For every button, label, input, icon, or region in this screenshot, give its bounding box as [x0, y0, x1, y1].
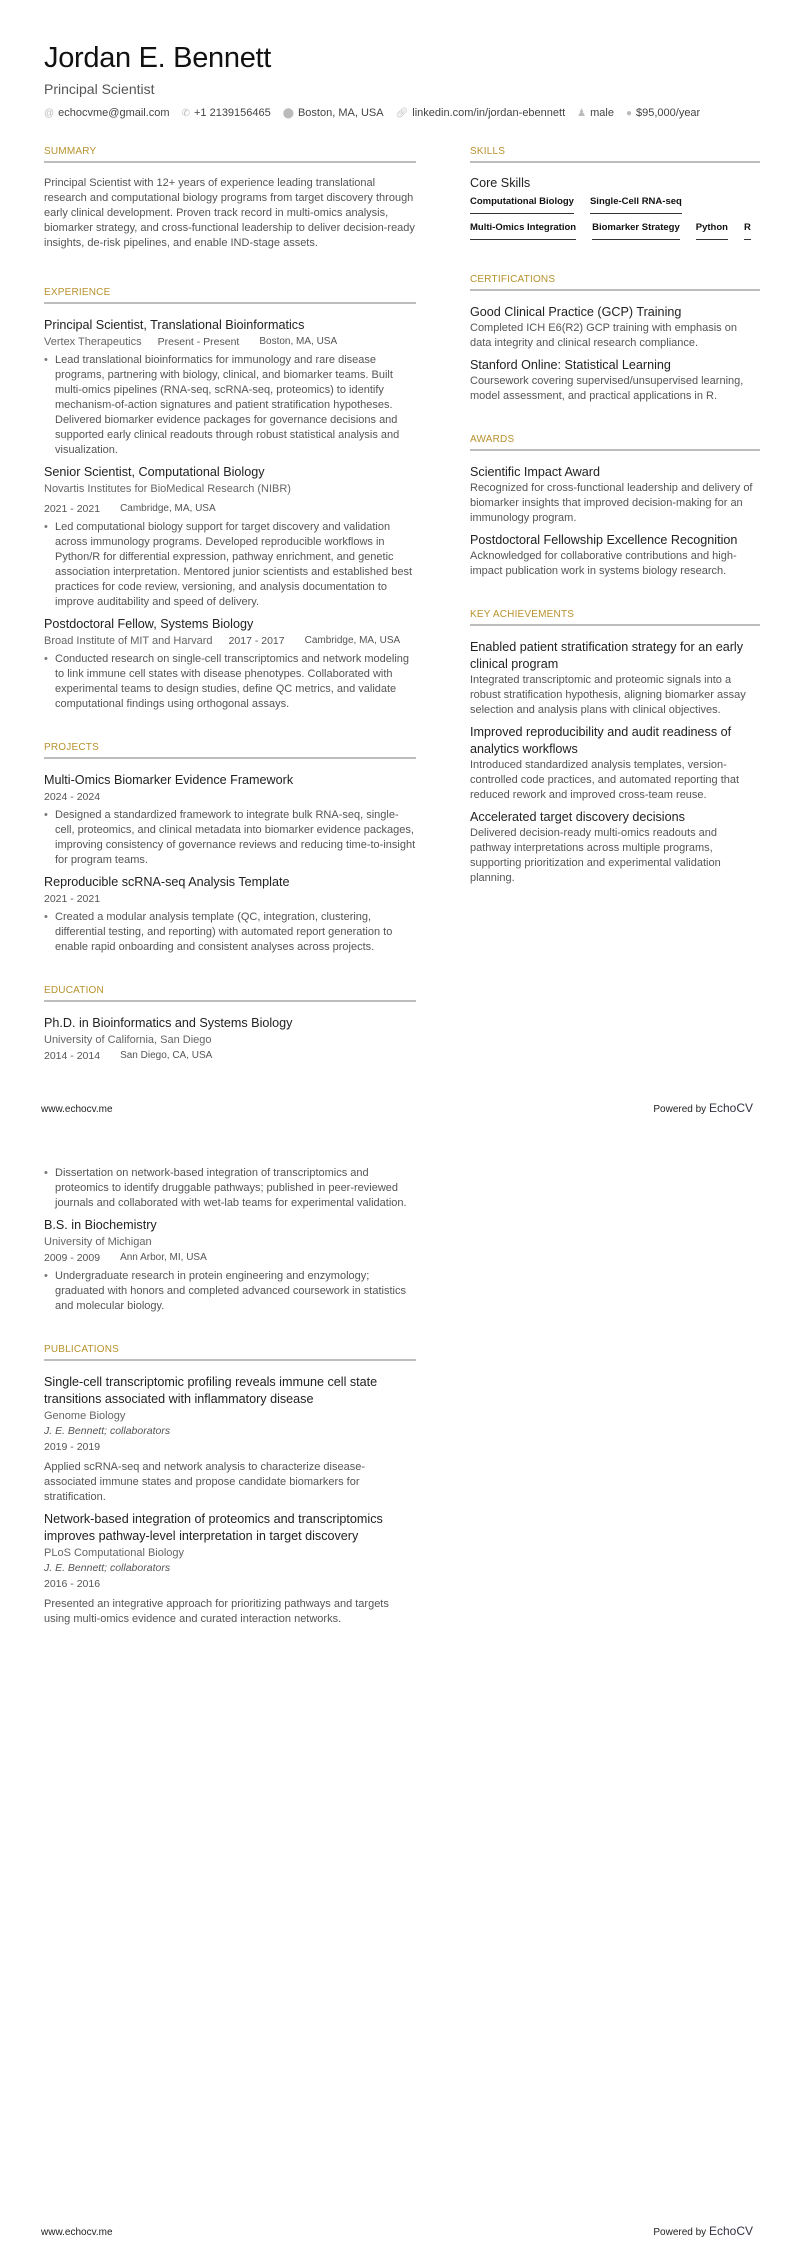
- certification-item: [470, 304, 760, 351]
- awards-section: [470, 434, 760, 579]
- company: Broad Institute of MIT and Harvard: [44, 635, 213, 647]
- section-title: PROJECTS: [44, 742, 416, 759]
- left-column: [44, 1163, 416, 1653]
- experience-item: [44, 317, 416, 458]
- company: Vertex Therapeutics: [44, 336, 142, 348]
- powered-by-label: Powered by: [653, 2227, 707, 2238]
- brand-logo: EchoCV: [708, 2224, 753, 2238]
- summary-text: Principal Scientist with 12+ years of experience leading translational research and computational biology programs from target discovery through early clinical development. Proven track record in multi-omics analysis, biomarker strategy, and cross-functional leadership to deliver decision-ready insights, de-risk pipelines, and enable IND-stage assets.: [44, 177, 415, 249]
- skill-chip: Multi-Omics Integration: [470, 222, 576, 240]
- education-item: [44, 1217, 416, 1314]
- degree: Ph.D. in Bioinformatics and Systems Biology: [44, 1016, 293, 1030]
- skill-chip: R: [744, 222, 751, 240]
- skill-group-title: Core Skills: [470, 176, 531, 190]
- achievement-item: [470, 809, 760, 886]
- salary-icon: ●: [625, 108, 632, 119]
- bullet: • Led computational biology support for target discovery and validation across immunology programs. Developed reproducible workflows in Python/R for differential expression, pathway enrichment, and genetic association interpretation. Mentored junior scientists and established best practices for code review, versioning, and analysis documentation to improve auditability and speed of delivery.: [44, 520, 416, 610]
- projects-section: [44, 742, 416, 955]
- section-title: PUBLICATIONS: [44, 1344, 416, 1361]
- page-footer: [41, 1101, 753, 1115]
- achievements-section: [470, 609, 760, 886]
- contact-salary: [626, 107, 700, 119]
- bullet: • Undergraduate research in protein engineering and enzymology; graduated with honors and completed advanced coursework in statistics and molecular biology.: [44, 1269, 416, 1314]
- achievement-desc: Introduced standardized analysis templates, version-controlled code practices, and automated reporting that reduced rework and improved cross-team reuse.: [470, 759, 740, 801]
- bullet: • Designed a standardized framework to integrate bulk RNA-seq, single-cell, proteomics, and clinical metadata into biomarker evidence packages, improving consistency of governance reviews and reducing time-to-insight for program teams.: [44, 808, 416, 868]
- authors: J. E. Bennett; collaborators: [44, 1425, 171, 1437]
- award-name: Scientific Impact Award: [470, 465, 600, 479]
- dates: 2009 - 2009: [44, 1252, 101, 1264]
- dates: 2016 - 2016: [44, 1578, 101, 1590]
- cert-name: Stanford Online: Statistical Learning: [470, 358, 671, 372]
- award-item: [470, 464, 760, 526]
- candidate-title: Principal Scientist: [44, 81, 155, 97]
- dates: 2021 - 2021: [44, 893, 101, 905]
- achievement-desc: Integrated transcriptomic and proteomic signals into a robust stratification hypothesis, aligning biomarker assay selection and analysis plans with clinical objectives.: [470, 674, 746, 716]
- location-icon: ⬤: [282, 108, 294, 119]
- bullet: • Lead translational bioinformatics for immunology and rare disease programs, partnering with biology, clinical, and biomarker teams. Built multi-omics pipelines (RNA-seq, scRNA-seq, proteomics) to identify mechanism-of-action signatures and patient stratification hypotheses. Delivered biomarker evidence packages for governance decisions and supported early clinical readouts through robust statistical analysis and visualization.: [44, 353, 416, 458]
- achievement-item: [470, 639, 760, 718]
- bullet: • Conducted research on single-cell transcriptomics and network modeling to link immune cell states with disease phenotypes. Collaborated with experimental teams to design studies, define QC metrics, and validate computational findings using orthogonal assays.: [44, 652, 416, 712]
- location: Ann Arbor, MI, USA: [120, 1252, 207, 1263]
- publication-item: [44, 1374, 416, 1505]
- project-name: Reproducible scRNA-seq Analysis Template: [44, 875, 290, 889]
- section-title: CERTIFICATIONS: [470, 274, 760, 291]
- cert-desc: Completed ICH E6(R2) GCP training with emphasis on data integrity and clinical research compliance.: [470, 322, 737, 349]
- dates: 2024 - 2024: [44, 791, 101, 803]
- salary-text: $95,000/year: [636, 107, 701, 119]
- publication-title: Single-cell transcriptomic profiling reveals immune cell state transitions associated with inflammatory disease: [44, 1375, 378, 1406]
- authors: J. E. Bennett; collaborators: [44, 1562, 171, 1574]
- resume-page-2: [0, 1123, 794, 2246]
- job-role: Senior Scientist, Computational Biology: [44, 465, 265, 479]
- location-text: Boston, MA, USA: [297, 107, 384, 119]
- skill-chip: Biomarker Strategy: [592, 222, 680, 240]
- education-section-continued: [44, 1166, 416, 1314]
- dates: 2019 - 2019: [44, 1441, 101, 1453]
- contact-email[interactable]: [44, 107, 170, 119]
- journal: Genome Biology: [44, 1410, 126, 1422]
- experience-item: [44, 616, 416, 712]
- publication-desc: Applied scRNA-seq and network analysis to characterize disease-associated immune states and propose candidate biomarkers for stratification.: [44, 1461, 365, 1503]
- award-desc: Acknowledged for collaborative contributions and high-impact publication work in systems biology research.: [470, 550, 737, 577]
- project-item: [44, 874, 416, 955]
- company: Novartis Institutes for BioMedical Research (NIBR): [44, 483, 291, 495]
- location: Cambridge, MA, USA: [304, 635, 401, 646]
- education-item: [44, 1015, 416, 1064]
- powered-by-label: Powered by: [653, 1104, 707, 1115]
- publication-item: [44, 1511, 416, 1627]
- dates: 2017 - 2017: [228, 635, 285, 647]
- achievement-name: Enabled patient stratification strategy for an early clinical program: [470, 640, 744, 671]
- cert-name: Good Clinical Practice (GCP) Training: [470, 305, 682, 319]
- contact-linkedin[interactable]: [396, 107, 566, 119]
- powered-by[interactable]: [653, 1101, 753, 1115]
- degree: B.S. in Biochemistry: [44, 1218, 157, 1232]
- dates: 2014 - 2014: [44, 1050, 101, 1062]
- location: Boston, MA, USA: [259, 336, 338, 347]
- skill-chip: Computational Biology: [470, 196, 574, 214]
- page-footer: [41, 2224, 753, 2238]
- achievement-item: [470, 724, 760, 803]
- certifications-section: [470, 274, 760, 404]
- summary-section: [44, 146, 416, 251]
- location: San Diego, CA, USA: [120, 1050, 213, 1061]
- phone-icon: ✆: [181, 108, 190, 119]
- section-title: SKILLS: [470, 146, 760, 163]
- section-title: KEY ACHIEVEMENTS: [470, 609, 760, 626]
- award-item: [470, 532, 760, 579]
- skill-list: [470, 196, 760, 240]
- skill-chip: Python: [696, 222, 728, 240]
- section-title: EXPERIENCE: [44, 287, 416, 304]
- achievement-name: Accelerated target discovery decisions: [470, 810, 685, 824]
- brand-logo: EchoCV: [708, 1101, 753, 1115]
- dates: Present - Present: [157, 336, 240, 348]
- journal: PLoS Computational Biology: [44, 1547, 185, 1559]
- link-icon: 🔗︎: [395, 108, 409, 119]
- dates: 2021 - 2021: [44, 503, 101, 515]
- phone-text: +1 2139156465: [193, 107, 271, 119]
- publication-desc: Presented an integrative approach for prioritizing pathways and targets using multi-omics evidence and curated interaction networks.: [44, 1598, 389, 1625]
- email-text: echocvme@gmail.com: [58, 107, 170, 119]
- section-title: AWARDS: [470, 434, 760, 451]
- job-role: Principal Scientist, Translational Bioinformatics: [44, 318, 305, 332]
- right-column: [470, 146, 760, 912]
- contact-gender: [577, 107, 614, 119]
- publications-section: [44, 1344, 416, 1627]
- project-item: [44, 772, 416, 868]
- publication-title: Network-based integration of proteomics and transcriptomics improves pathway-level interpretation in target discovery: [44, 1512, 383, 1543]
- footer-site-link[interactable]: www.echocv.me: [41, 1104, 113, 1115]
- linkedin-text: linkedin.com/in/jordan-ebennett: [412, 107, 566, 119]
- bullet: • Dissertation on network-based integration of transcriptomics and proteomics to identify druggable pathways; published in peer-reviewed journals and collaborated with wet-lab teams for experimental validation.: [44, 1166, 416, 1211]
- footer-site-link[interactable]: www.echocv.me: [41, 2227, 113, 2238]
- job-role: Postdoctoral Fellow, Systems Biology: [44, 617, 254, 631]
- skill-chip: Single-Cell RNA-seq: [590, 196, 682, 214]
- powered-by[interactable]: [653, 2224, 753, 2238]
- section-title: SUMMARY: [44, 146, 416, 163]
- location: Cambridge, MA, USA: [120, 503, 216, 514]
- resume-header: [44, 42, 764, 119]
- experience-item: [44, 464, 416, 610]
- skills-section: [470, 146, 760, 240]
- experience-section: [44, 287, 416, 712]
- bullet: • Created a modular analysis template (QC, integration, clustering, differential testing, and reporting) with automated report generation to enable rapid onboarding and consistent analyses across projects.: [44, 910, 416, 955]
- school: University of California, San Diego: [44, 1034, 212, 1046]
- award-name: Postdoctoral Fellowship Excellence Recognition: [470, 533, 738, 547]
- gender-text: male: [590, 107, 614, 119]
- school: University of Michigan: [44, 1236, 152, 1248]
- left-column: [44, 146, 416, 1090]
- contact-phone[interactable]: [182, 107, 271, 119]
- user-icon: ♟: [577, 108, 587, 119]
- achievement-name: Improved reproducibility and audit readiness of analytics workflows: [470, 725, 732, 756]
- at-icon: @: [44, 108, 55, 119]
- contact-location: [283, 107, 384, 119]
- section-title: EDUCATION: [44, 985, 416, 1002]
- candidate-name: Jordan E. Bennett: [44, 42, 272, 74]
- award-desc: Recognized for cross-functional leadership and delivery of biomarker insights that improved decision-making for an immunology program.: [470, 482, 753, 524]
- contact-list: [44, 107, 764, 119]
- cert-desc: Coursework covering supervised/unsupervised learning, model assessment, and practical applications in R.: [470, 375, 744, 402]
- achievement-desc: Delivered decision-ready multi-omics readouts and pathway interpretations across multiple programs, supporting prioritization and experimental validation planning.: [470, 827, 721, 884]
- certification-item: [470, 357, 760, 404]
- education-section: [44, 985, 416, 1064]
- project-name: Multi-Omics Biomarker Evidence Framework: [44, 773, 294, 787]
